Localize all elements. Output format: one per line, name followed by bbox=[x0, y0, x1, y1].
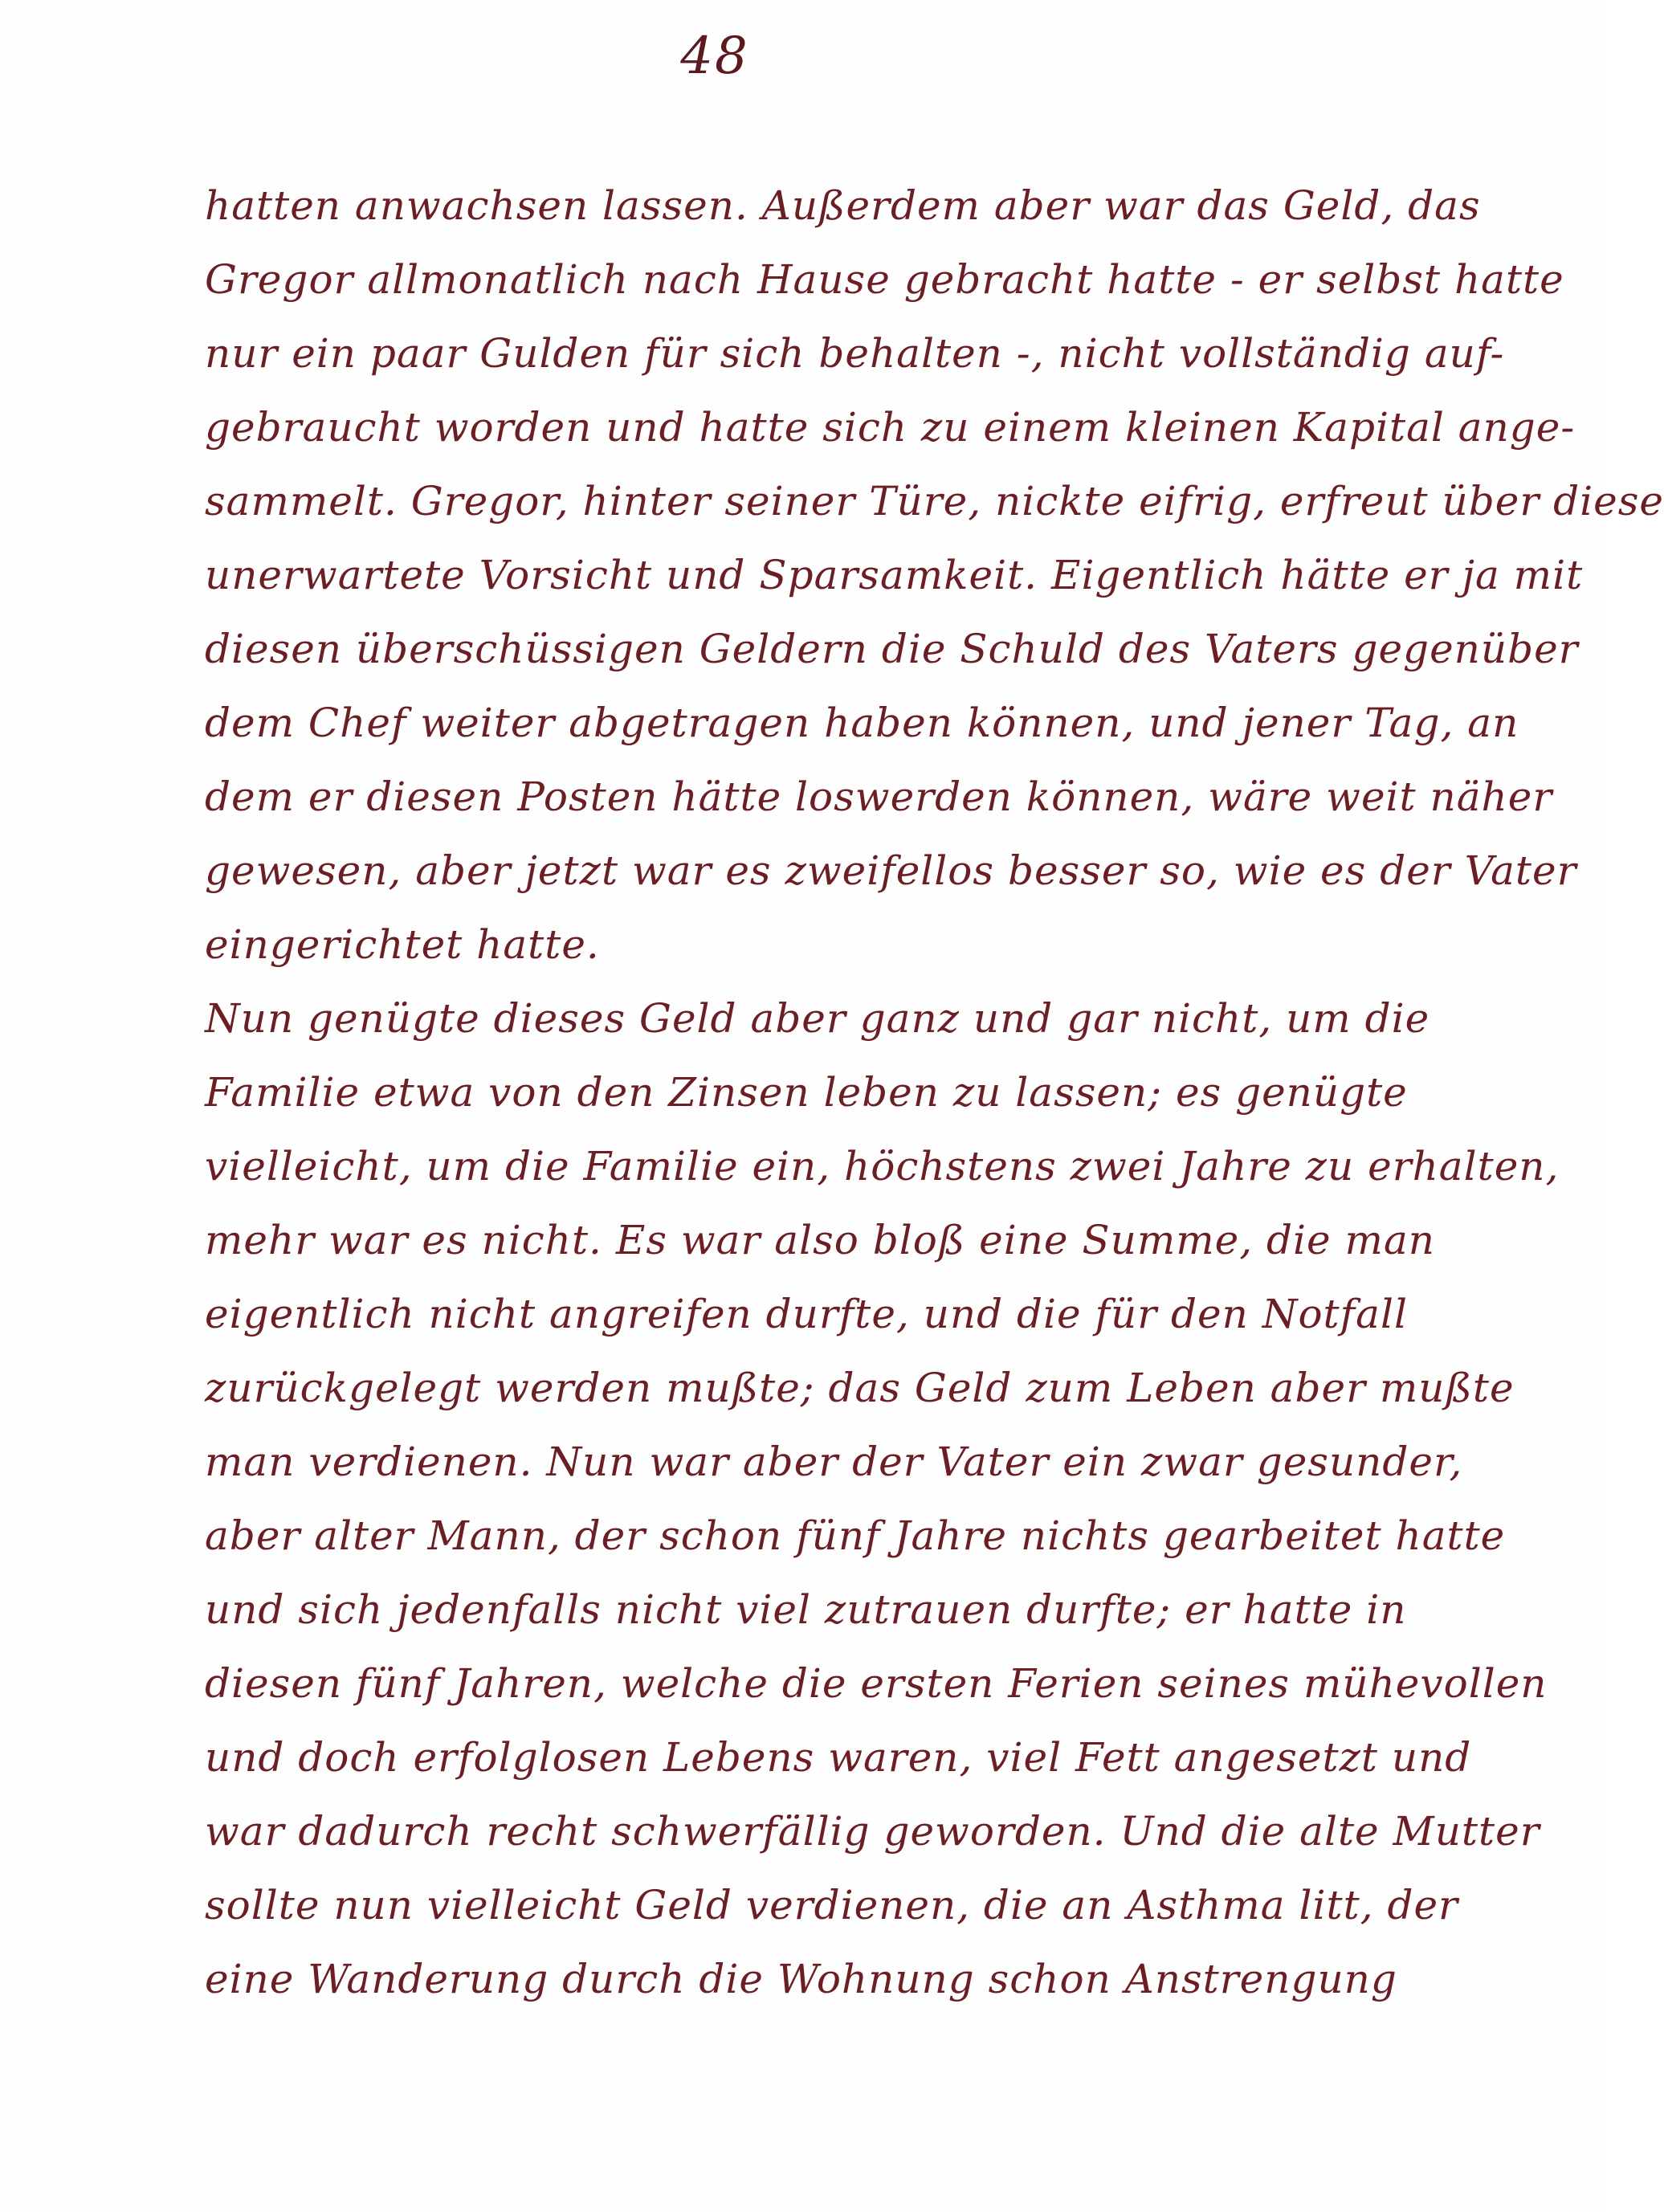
text-line: Nun genügte dieses Geld aber ganz und gar nicht, um die bbox=[205, 995, 1430, 1042]
text-line: man verdienen. Nun war aber der Vater ein zwar gesunder, bbox=[205, 1439, 1463, 1485]
text-line: mehr war es nicht. Es war also bloß eine Summe, die man bbox=[205, 1217, 1435, 1263]
text-line: eine Wanderung durch die Wohnung schon Anstrengung bbox=[205, 1956, 1397, 2002]
text-line: dem er diesen Posten hätte loswerden können, wäre weit näher bbox=[205, 773, 1553, 820]
text-line: diesen fünf Jahren, welche die ersten Ferien seines mühevollen bbox=[205, 1660, 1548, 1707]
page-number: 48 bbox=[680, 27, 749, 86]
text-line: gewesen, aber jetzt war es zweifellos besser so, wie es der Vater bbox=[205, 847, 1577, 894]
text-line: war dadurch recht schwerfällig geworden. Und die alte Mutter bbox=[205, 1808, 1540, 1855]
text-line: aber alter Mann, der schon fünf Jahre nichts gearbeitet hatte bbox=[205, 1512, 1506, 1559]
text-line: unerwartete Vorsicht und Sparsamkeit. Eigentlich hätte er ja mit bbox=[205, 552, 1584, 598]
text-line: dem Chef weiter abgetragen haben können, und jener Tag, an bbox=[205, 700, 1519, 746]
text-line: zurückgelegt werden mußte; das Geld zum Leben aber mußte bbox=[205, 1365, 1515, 1411]
text-line: und doch erfolglosen Lebens waren, viel Fett angesetzt und bbox=[205, 1734, 1472, 1781]
text-line: sollte nun vielleicht Geld verdienen, die an Asthma litt, der bbox=[205, 1882, 1458, 1928]
text-line: vielleicht, um die Familie ein, höchstens zwei Jahre zu erhalten, bbox=[205, 1143, 1560, 1190]
text-line: hatten anwachsen lassen. Außerdem aber war das Geld, das bbox=[205, 182, 1481, 229]
text-line: Familie etwa von den Zinsen leben zu lassen; es genügte bbox=[205, 1069, 1408, 1116]
text-line: eigentlich nicht angreifen durfte, und die für den Notfall bbox=[205, 1291, 1408, 1337]
text-line: und sich jedenfalls nicht viel zutrauen durfte; er hatte in bbox=[205, 1586, 1407, 1633]
text-line: gebraucht worden und hatte sich zu einem kleinen Kapital ange- bbox=[205, 404, 1576, 451]
text-line: sammelt. Gregor, hinter seiner Türe, nickte eifrig, erfreut über diese bbox=[205, 478, 1664, 524]
text-line: Gregor allmonatlich nach Hause gebracht hatte - er selbst hatte bbox=[205, 256, 1564, 303]
text-line: nur ein paar Gulden für sich behalten -, nicht vollständig auf- bbox=[205, 330, 1505, 377]
text-line: diesen überschüssigen Geldern die Schuld des Vaters gegenüber bbox=[205, 626, 1579, 672]
text-line: eingerichtet hatte. bbox=[205, 921, 600, 968]
